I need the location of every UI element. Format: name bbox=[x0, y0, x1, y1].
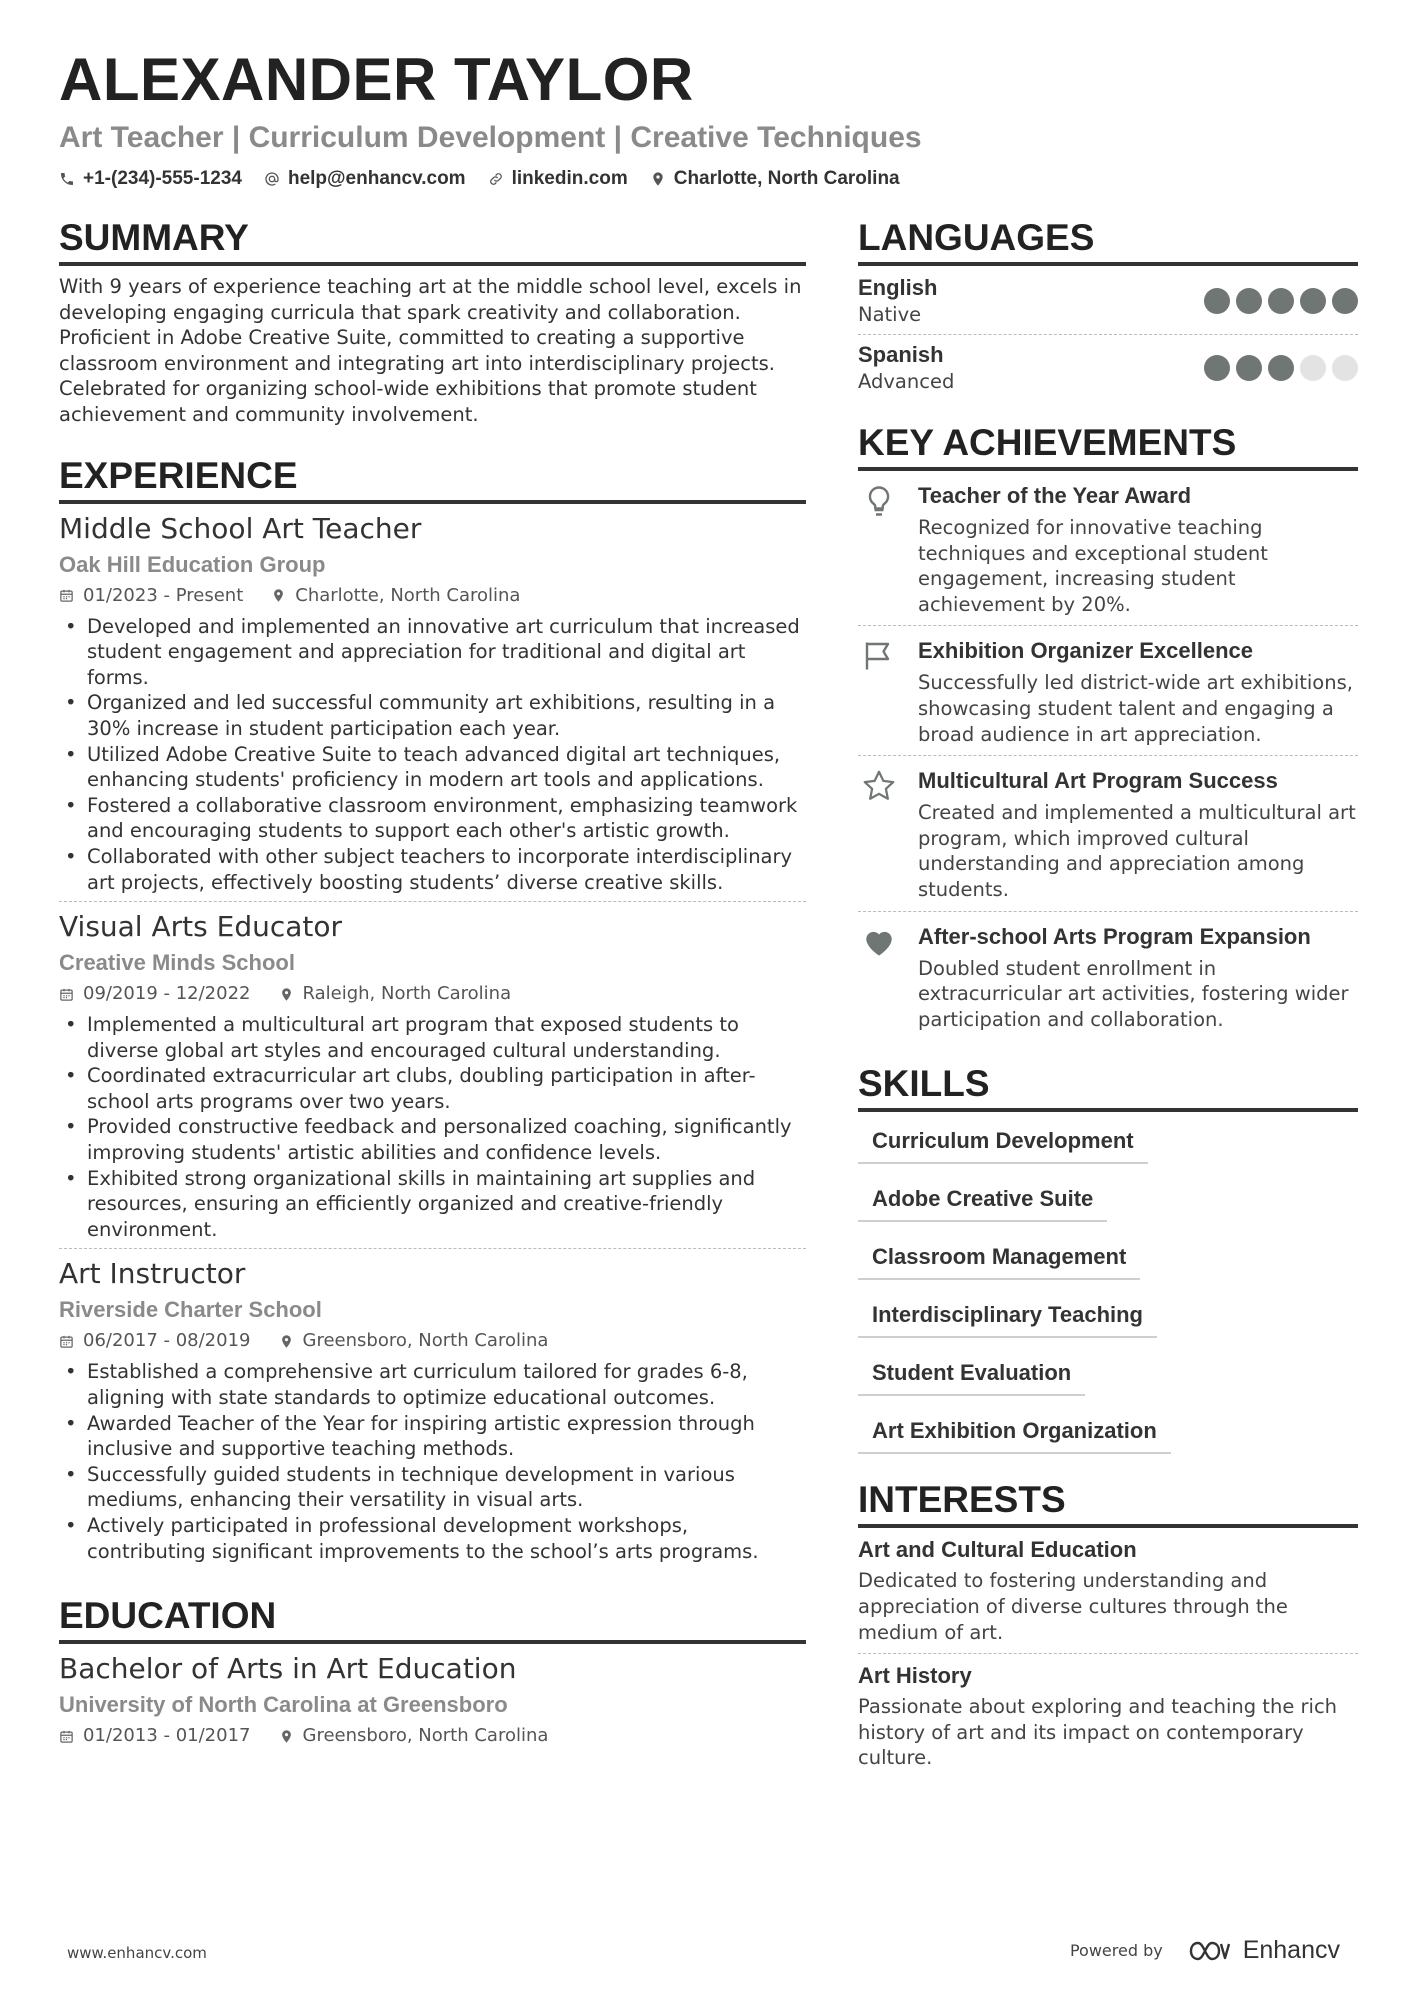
left-column bbox=[59, 218, 806, 1754]
achievement-item bbox=[858, 755, 1358, 910]
job-entry bbox=[59, 901, 806, 1248]
skill-tag: Adobe Creative Suite bbox=[858, 1176, 1107, 1222]
language-level: Advanced bbox=[858, 370, 955, 393]
job-dates bbox=[59, 584, 243, 608]
footer-website[interactable]: www.enhancv.com bbox=[67, 1944, 207, 1962]
job-bullet: • Awarded Teacher of the Year for inspiring artistic expression through inclusive and supportive teaching methods. bbox=[59, 1411, 806, 1462]
achievement-title: Exhibition Organizer Excellence bbox=[918, 638, 1253, 664]
calendar-icon bbox=[59, 1334, 74, 1349]
education-meta bbox=[59, 1724, 806, 1748]
job-bullet: • Successfully guided students in technique development in various mediums, enhancing their versatility in visual arts. bbox=[59, 1462, 806, 1513]
languages-list bbox=[858, 268, 1358, 401]
job-bullet: • Organized and led successful community art exhibitions, resulting in a 30% increase in student participation each year. bbox=[59, 690, 806, 741]
job-company: Riverside Charter School bbox=[59, 1297, 322, 1323]
footer-branding bbox=[1070, 1936, 1340, 1965]
interest-title: Art History bbox=[858, 1663, 972, 1689]
job-bullet: • Exhibited strong organizational skills in maintaining art supplies and resources, ensuring an efficiently organized and creative-friendly environment. bbox=[59, 1166, 806, 1243]
language-rating bbox=[1204, 288, 1358, 314]
candidate-title: Art Teacher | Curriculum Development | Creative Techniques bbox=[59, 121, 922, 154]
phone-text: +1-(234)-555-1234 bbox=[83, 168, 242, 189]
job-dates-text: 01/2023 - Present bbox=[83, 584, 244, 606]
lightbulb-icon bbox=[861, 483, 897, 519]
calendar-icon bbox=[59, 1729, 74, 1744]
skill-tag: Art Exhibition Organization bbox=[858, 1408, 1171, 1454]
job-bullet: • Implemented a multicultural art program that exposed students to diverse global art styles and encouraged cultural understanding. bbox=[59, 1012, 806, 1063]
calendar-icon bbox=[59, 987, 74, 1002]
language-name: Spanish bbox=[858, 342, 944, 367]
job-bullet: • Utilized Adobe Creative Suite to teach advanced digital art techniques, enhancing students' proficiency in modern art tools and applications. bbox=[59, 742, 806, 793]
contact-email[interactable] bbox=[264, 168, 466, 190]
rating-dot-empty bbox=[1332, 355, 1358, 381]
education-location-text: Greensboro, North Carolina bbox=[302, 1725, 549, 1747]
job-entry bbox=[59, 510, 806, 902]
job-bullets bbox=[59, 1359, 806, 1564]
job-title: Visual Arts Educator bbox=[59, 910, 343, 944]
location-pin-icon bbox=[271, 588, 286, 603]
rating-dot-filled bbox=[1268, 355, 1294, 381]
experience-list bbox=[59, 510, 806, 1571]
interest-desc: Dedicated to fostering understanding and appreciation of diverse cultures through the medium of art. bbox=[858, 1569, 1288, 1644]
achievement-item bbox=[858, 471, 1358, 625]
achievements-list bbox=[858, 471, 1358, 1040]
at-icon bbox=[264, 171, 280, 187]
brand-name: Enhancv bbox=[1242, 1936, 1340, 1964]
job-title: Middle School Art Teacher bbox=[59, 511, 422, 545]
language-item bbox=[858, 334, 1358, 401]
job-bullets bbox=[59, 614, 806, 896]
brand-logo[interactable] bbox=[1187, 1936, 1340, 1965]
contact-phone[interactable] bbox=[59, 168, 242, 190]
interests-list bbox=[858, 1528, 1358, 1779]
candidate-name: ALEXANDER TAYLOR bbox=[59, 46, 694, 113]
location-text: Charlotte, North Carolina bbox=[673, 168, 900, 189]
achievement-desc: Recognized for innovative teaching techniques and exceptional student engagement, increasing student achievement by 20%. bbox=[918, 516, 1268, 616]
job-location-text: Raleigh, North Carolina bbox=[302, 983, 512, 1005]
achievement-desc: Successfully led district-wide art exhibitions, showcasing student talent and engaging a broad audience in art appreciation. bbox=[918, 671, 1353, 746]
achievement-desc: Doubled student enrollment in extracurricular art activities, fostering wider participation and collaboration. bbox=[918, 956, 1349, 1031]
phone-icon bbox=[59, 171, 75, 187]
job-bullet: • Established a comprehensive art curriculum tailored for grades 6-8, aligning with state standards to optimize educational outcomes. bbox=[59, 1359, 806, 1410]
skill-tag: Curriculum Development bbox=[858, 1118, 1148, 1164]
education-entry bbox=[59, 1650, 806, 1754]
job-location bbox=[279, 1329, 549, 1353]
interest-item bbox=[858, 1528, 1358, 1653]
skill-tag: Classroom Management bbox=[858, 1234, 1140, 1280]
resume-header bbox=[59, 44, 1359, 190]
education-dates bbox=[59, 1724, 251, 1748]
powered-by-text: Powered by bbox=[1069, 1941, 1163, 1960]
job-location bbox=[271, 584, 520, 608]
job-company: Creative Minds School bbox=[59, 950, 295, 976]
rating-dot-filled bbox=[1236, 355, 1262, 381]
school-name: University of North Carolina at Greensboro bbox=[59, 1692, 508, 1718]
rating-dot-filled bbox=[1204, 355, 1230, 381]
achievement-title: Multicultural Art Program Success bbox=[918, 768, 1278, 794]
job-bullet: • Developed and implemented an innovative art curriculum that increased student engagement and appreciation for traditional and digital art forms. bbox=[59, 614, 806, 691]
flag-icon bbox=[861, 638, 897, 674]
education-dates-text: 01/2013 - 01/2017 bbox=[83, 1725, 251, 1747]
education-location bbox=[279, 1724, 549, 1748]
skill-tag: Interdisciplinary Teaching bbox=[858, 1292, 1157, 1338]
summary-heading: SUMMARY bbox=[59, 218, 806, 266]
achievement-title: After-school Arts Program Expansion bbox=[918, 923, 1311, 949]
rating-dot-filled bbox=[1236, 288, 1262, 314]
language-level: Native bbox=[858, 303, 922, 326]
job-dates bbox=[59, 982, 251, 1006]
skill-tag: Student Evaluation bbox=[858, 1350, 1085, 1396]
interests-heading: INTERESTS bbox=[858, 1480, 1358, 1528]
interest-title: Art and Cultural Education bbox=[858, 1537, 1137, 1563]
rating-dot-filled bbox=[1204, 288, 1230, 314]
contact-linkedin[interactable] bbox=[488, 168, 628, 190]
interest-desc: Passionate about exploring and teaching the rich history of art and its impact on contemporary culture. bbox=[858, 1695, 1338, 1770]
location-pin-icon bbox=[279, 1334, 294, 1349]
job-location bbox=[279, 982, 512, 1006]
linkedin-text: linkedin.com bbox=[511, 168, 628, 189]
rating-dot-filled bbox=[1332, 288, 1358, 314]
contact-location bbox=[650, 168, 900, 190]
job-meta bbox=[59, 1329, 806, 1353]
rating-dot-filled bbox=[1268, 288, 1294, 314]
job-company: Oak Hill Education Group bbox=[59, 551, 326, 577]
right-column bbox=[858, 218, 1358, 1779]
job-bullet: • Coordinated extracurricular art clubs, doubling participation in after-school arts programs over two years. bbox=[59, 1063, 806, 1114]
location-pin-icon bbox=[650, 171, 666, 187]
location-pin-icon bbox=[279, 987, 294, 1002]
job-meta bbox=[59, 982, 806, 1006]
job-dates-text: 06/2017 - 08/2019 bbox=[83, 1330, 251, 1352]
skills-heading: SKILLS bbox=[858, 1064, 1358, 1112]
job-location-text: Greensboro, North Carolina bbox=[302, 1330, 549, 1352]
skills-list bbox=[858, 1118, 1358, 1466]
location-pin-icon bbox=[279, 1729, 294, 1744]
job-bullet: • Collaborated with other subject teachers to incorporate interdisciplinary art projects, effectively boosting students’ diverse creative skills. bbox=[59, 844, 806, 895]
job-bullet: • Provided constructive feedback and personalized coaching, significantly improving students' artistic abilities and confidence levels. bbox=[59, 1114, 806, 1165]
achievement-desc: Created and implemented a multicultural art program, which improved cultural understanding and appreciation among students. bbox=[918, 801, 1356, 901]
languages-heading: LANGUAGES bbox=[858, 218, 1358, 266]
calendar-icon bbox=[59, 588, 74, 603]
summary-text: With 9 years of experience teaching art at the middle school level, excels in developing engaging curricula that spark creativity and collaboration. Proficient in Adobe Creative Suite, committed to creating a supportive classroom environment and integrating art into interdisciplinary projects. Celebrated for organizing school-wide exhibitions that promote student achievement and community involvement. bbox=[59, 275, 802, 426]
contact-row bbox=[59, 168, 1359, 190]
rating-dot-filled bbox=[1300, 288, 1326, 314]
link-icon bbox=[488, 171, 504, 187]
achievement-title: Teacher of the Year Award bbox=[918, 483, 1192, 508]
job-bullet: • Fostered a collaborative classroom environment, emphasizing teamwork and encouraging students to support each other's artistic growth. bbox=[59, 793, 806, 844]
education-heading: EDUCATION bbox=[59, 1596, 806, 1644]
language-rating bbox=[1204, 355, 1358, 381]
enhancv-logo-icon bbox=[1187, 1938, 1233, 1964]
job-title: Art Instructor bbox=[59, 1257, 246, 1291]
star-icon bbox=[861, 768, 897, 804]
experience-heading: EXPERIENCE bbox=[59, 456, 806, 504]
email-text: help@enhancv.com bbox=[287, 168, 466, 189]
rating-dot-empty bbox=[1300, 355, 1326, 381]
degree-title: Bachelor of Arts in Art Education bbox=[59, 1652, 517, 1686]
language-item bbox=[858, 268, 1358, 334]
achievement-item bbox=[858, 625, 1358, 755]
job-bullets bbox=[59, 1012, 806, 1242]
language-name: English bbox=[858, 275, 938, 300]
interest-item bbox=[858, 1653, 1358, 1779]
job-entry bbox=[59, 1248, 806, 1570]
heart-icon bbox=[861, 924, 897, 960]
job-meta bbox=[59, 584, 806, 608]
job-dates-text: 09/2019 - 12/2022 bbox=[83, 983, 251, 1005]
job-dates bbox=[59, 1329, 251, 1353]
achievements-heading: KEY ACHIEVEMENTS bbox=[858, 423, 1358, 471]
job-bullet: • Actively participated in professional development workshops, contributing significant improvements to the school’s arts programs. bbox=[59, 1513, 806, 1564]
job-location-text: Charlotte, North Carolina bbox=[295, 584, 521, 606]
achievement-item bbox=[858, 911, 1358, 1041]
